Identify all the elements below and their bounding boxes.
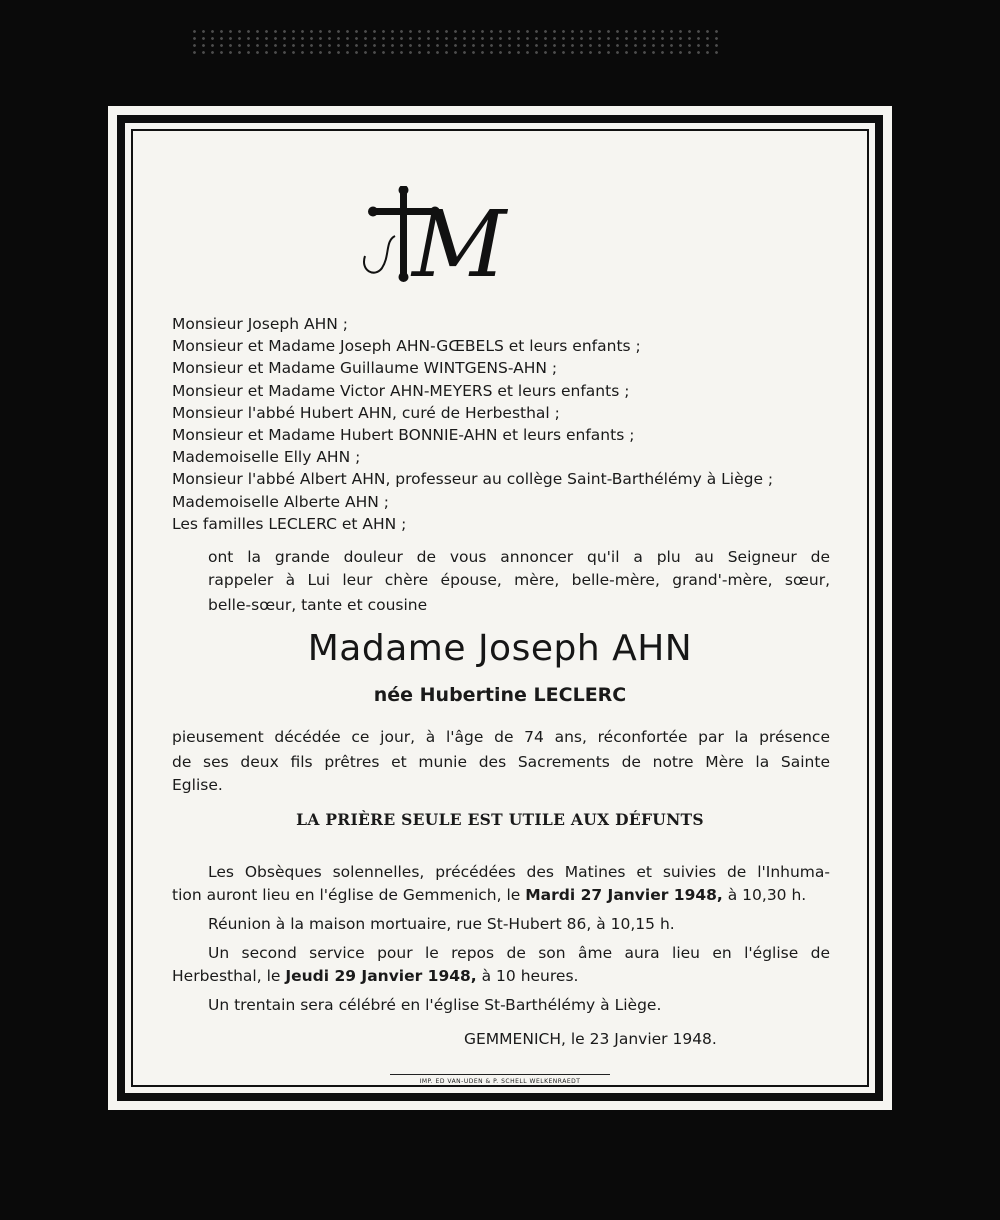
family-member: Monsieur Joseph AHN ; xyxy=(172,315,348,333)
monogram-letter: M xyxy=(412,191,507,286)
death-line: pieusement décédée ce jour, à l'âge de 74 ans, réconfortée par la présence xyxy=(172,728,830,746)
maiden-name: née Hubertine LECLERC xyxy=(373,684,627,706)
announce-line: rappeler à Lui leur chère épouse, mère, belle-mère, grand'-mère, sœur, xyxy=(208,571,830,589)
second-service-line xyxy=(172,965,832,988)
family-member: Monsieur l'abbé Hubert AHN, curé de Herbesthal ; xyxy=(172,403,560,422)
family-member: Monsieur et Madame Guillaume WINTGENS-AHN ; xyxy=(172,359,558,378)
perforation-holes xyxy=(190,28,720,58)
funeral-text: tion auront lieu en l'église de Gemmenich, le xyxy=(172,886,526,904)
announce-line: belle-sœur, tante et cousine xyxy=(208,596,428,614)
funeral-line xyxy=(172,884,832,907)
family-member: Les familles LECLERC et AHN ; xyxy=(172,514,407,533)
second-service-line: Un second service pour le repos de son âme aura lieu en l'église de xyxy=(208,944,830,962)
second-service-text: Herbesthal, le xyxy=(172,967,286,985)
cross-monogram-icon xyxy=(360,186,510,286)
second-service-time: à 10 heures. xyxy=(476,967,579,985)
place-date: GEMMENICH, le 23 Janvier 1948. xyxy=(464,1030,717,1048)
funeral-time: à 10,30 h. xyxy=(722,886,807,904)
announce-line: ont la grande douleur de vous annoncer qu'il a plu au Seigneur de xyxy=(208,548,830,566)
deceased-name: Madame Joseph AHN xyxy=(307,628,693,669)
family-member: Mademoiselle Elly AHN ; xyxy=(172,448,361,467)
death-line: Eglise. xyxy=(172,776,223,794)
trentain-line: Un trentain sera célébré en l'église St-Barthélémy à Liège. xyxy=(208,996,662,1014)
family-member: Monsieur et Madame Hubert BONNIE-AHN et leurs enfants ; xyxy=(172,425,635,444)
printer-credit: IMP. ED VAN-UDEN & P. SCHELL WELKENRAEDT xyxy=(390,1074,610,1085)
family-member: Monsieur et Madame Victor AHN-MEYERS et leurs enfants ; xyxy=(172,381,630,400)
family-member: Monsieur et Madame Joseph AHN-GŒBELS et leurs enfants ; xyxy=(172,337,641,356)
funeral-date: Mardi 27 Janvier 1948, xyxy=(525,886,723,904)
reunion-line: Réunion à la maison mortuaire, rue St-Hubert 86, à 10,15 h. xyxy=(208,915,675,933)
family-member: Mademoiselle Alberte AHN ; xyxy=(172,492,390,511)
death-line: de ses deux fils prêtres et munie des Sacrements de notre Mère la Sainte xyxy=(172,753,830,771)
funeral-line: Les Obsèques solennelles, précédées des Matines et suivies de l'Inhuma- xyxy=(208,863,830,881)
family-list xyxy=(172,313,852,535)
family-member: Monsieur l'abbé Albert AHN, professeur au collège Saint-Barthélémy à Liège ; xyxy=(172,470,774,489)
prayer-motto: LA PRIÈRE SEULE EST UTILE AUX DÉFUNTS xyxy=(296,810,704,829)
second-service-date: Jeudi 29 Janvier 1948, xyxy=(285,967,477,985)
